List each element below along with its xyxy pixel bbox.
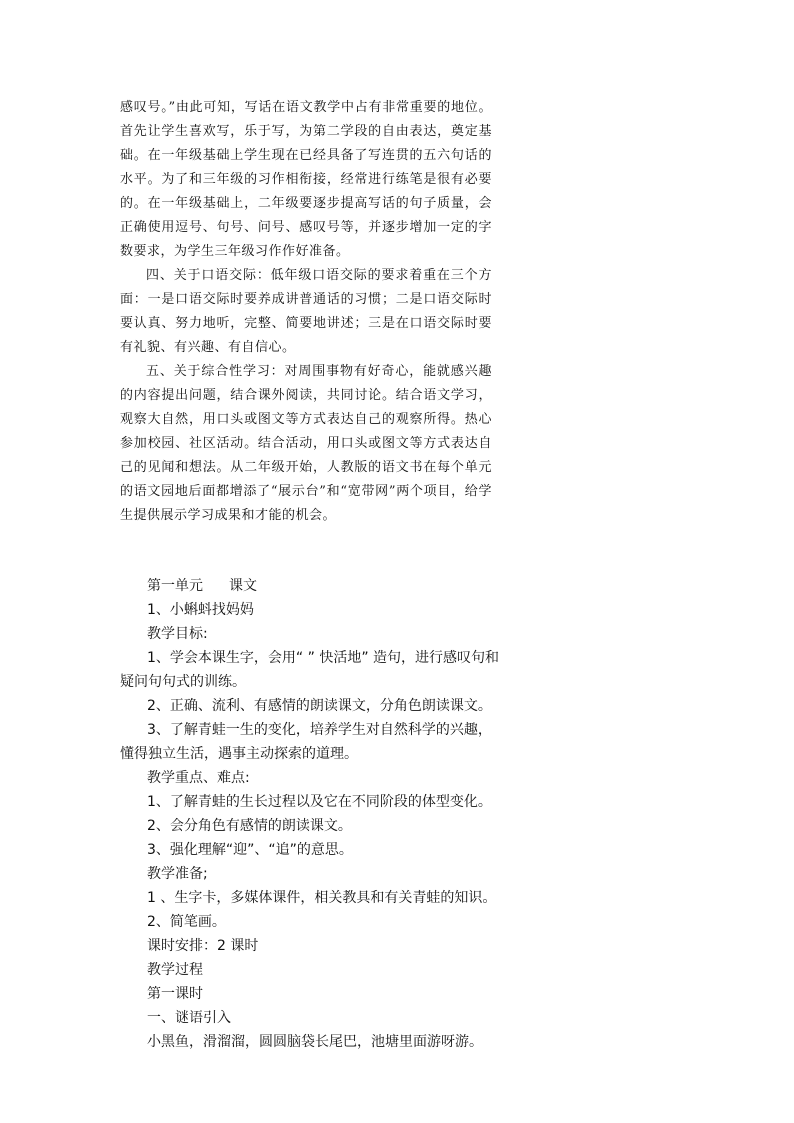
goal-item: 2、正确、流利、有感情的朗读课文，分角色朗读课文。 — [147, 698, 492, 714]
schedule-line: 课时安排：2 课时 — [147, 938, 259, 954]
unit-type: 课文 — [229, 578, 257, 594]
key-point-item: 3、强化理解“迎”、“追”的意思。 — [147, 842, 353, 858]
key-points-heading: 教学重点、难点: — [147, 770, 250, 786]
unit-number: 第一单元 — [147, 578, 203, 594]
top-text-section — [120, 96, 492, 528]
preparation-item: 1 、生字卡，多媒体课件，相关教具和有关青蛙的知识。 — [147, 890, 497, 906]
lesson-plan-section — [120, 574, 500, 1054]
goal-item: 1、学会本课生字，会用“ ” 快活地” 造句，进行感叹句和疑问句句式的训练。 — [120, 650, 500, 690]
preparation-heading: 教学准备; — [147, 866, 208, 882]
process-heading: 教学过程 — [147, 962, 203, 978]
paragraph-writing: 感叹号。”由此可知，写话在语文教学中占有非常重要的地位。首先让学生喜欢写，乐于写，为第二学段的自由表达，奠定基础。在一年级基础上学生现在已经具备了写连贯的五六句话的水平。为了和三年级的习作相衔接，经常进行练笔是很有必要的。在一年级基础上，二年级要逐步提高写话的句子质量，会正确使用逗号、句号、问号、感叹号等，并逐步增加一定的字数要求，为学生三年级习作作好准备。 — [120, 100, 492, 259]
preparation-item: 2、简笔画。 — [147, 914, 226, 930]
goals-heading: 教学目标: — [147, 626, 208, 642]
period-heading: 第一课时 — [147, 986, 203, 1002]
step-heading: 一、谜语引入 — [147, 1010, 231, 1026]
goal-item: 3、了解青蛙一生的变化，培养学生对自然科学的兴趣，懂得独立生活，遇事主动探索的道理。 — [120, 722, 492, 762]
key-point-item: 2、会分角色有感情的朗读课文。 — [147, 818, 352, 834]
riddle-text: 小黑鱼，滑溜溜，圆圆脑袋长尾巴，池塘里面游呀游。 — [147, 1034, 483, 1050]
paragraph-oral-communication: 四、关于口语交际：低年级口语交际的要求着重在三个方面：一是口语交际时要养成讲普通话的习惯；二是口语交际时要认真、努力地听，完整、简要地讲述；三是在口语交际时要有礼貌、有兴趣、有自信心。 — [120, 268, 492, 355]
paragraph-comprehensive-learning: 五、关于综合性学习：对周围事物有好奇心，能就感兴趣的内容提出问题，结合课外阅读，共同讨论。结合语文学习，观察大自然，用口头或图文等方式表达自己的观察所得。热心参加校园、社区活动。结合活动，用口头或图文等方式表达自己的见闻和想法。从二年级开始，人教版的语文书在每个单元的语文园地后面都增添了“展示台”和“宽带网”两个项目，给学生提供展示学习成果和才能的机会。 — [120, 364, 492, 523]
lesson-title: 1、小蝌蚪找妈妈 — [147, 602, 254, 618]
key-point-item: 1、了解青蛙的生长过程以及它在不同阶段的体型变化。 — [147, 794, 492, 810]
unit-heading — [120, 574, 500, 598]
